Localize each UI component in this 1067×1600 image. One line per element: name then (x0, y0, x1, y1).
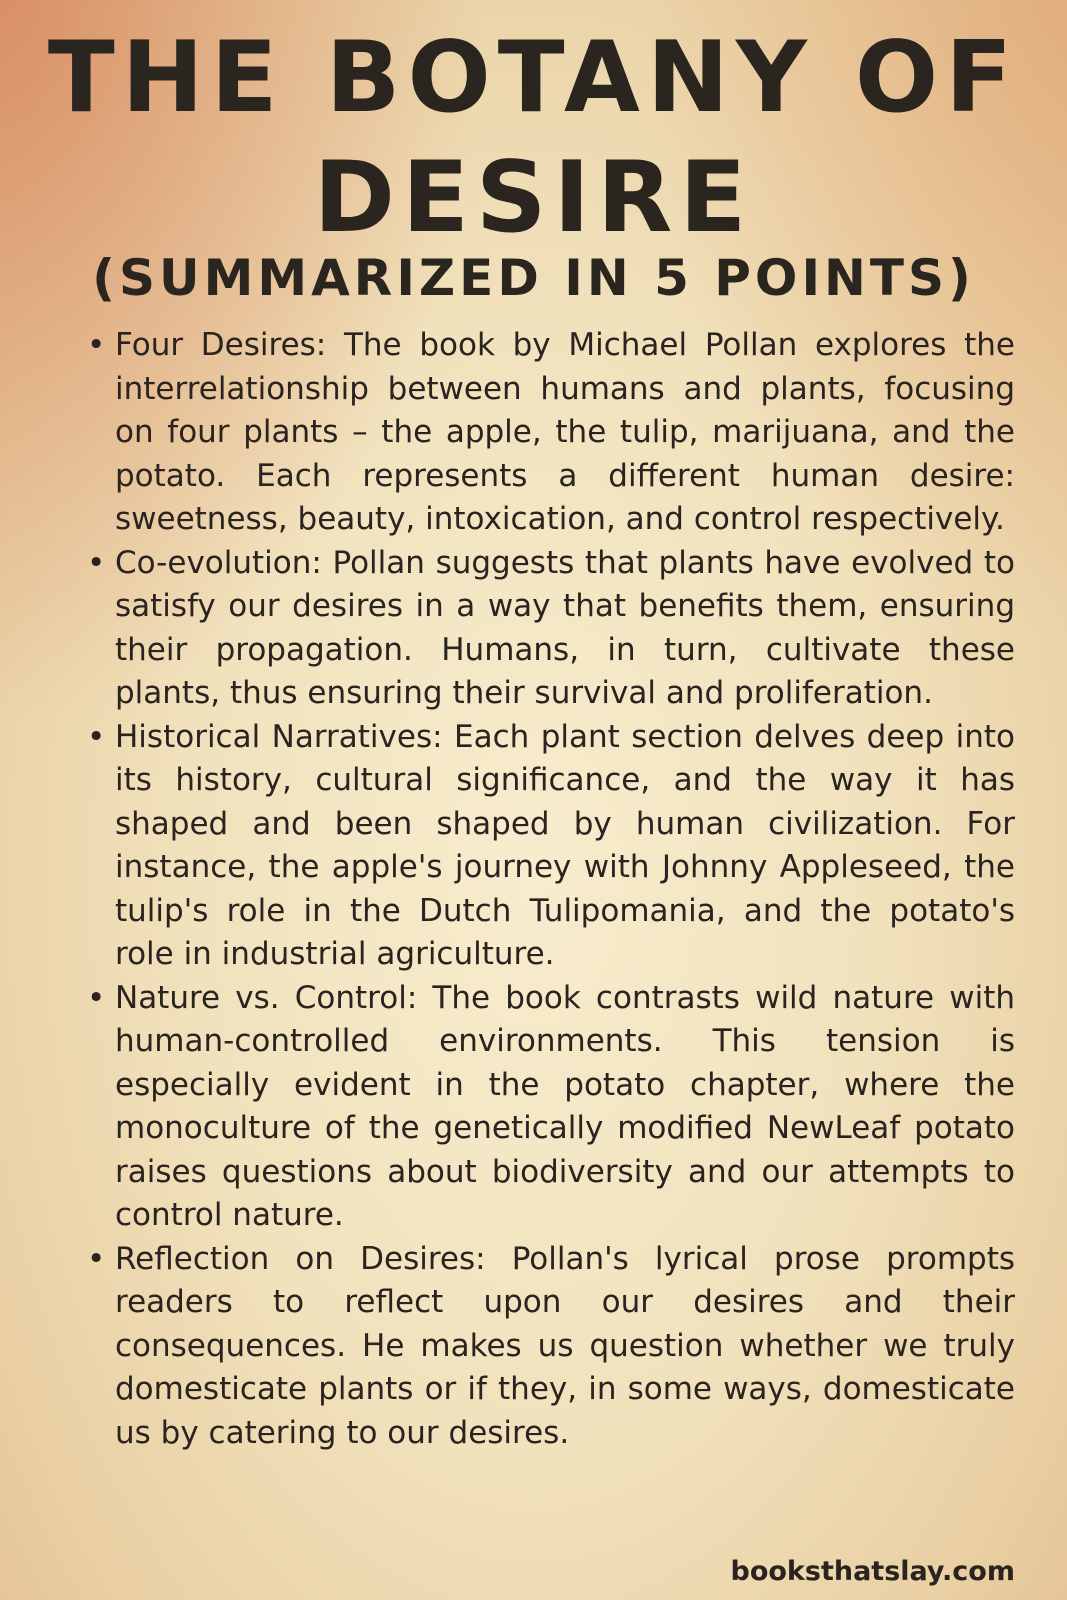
source-url: booksthatslay.com (730, 1556, 1015, 1587)
summary-point-text: Four Desires: The book by Michael Pollan explores the interrelationship between humans and plants, focusing on four plants – the apple, the tulip, marijuana, and the potato. Each represents a different human desire: sweetness, beauty, intoxication, and control respectively. (115, 327, 1015, 537)
summary-point-four-desires (87, 324, 1015, 542)
summary-point-text: Co-evolution: Pollan suggests that plants have evolved to satisfy our desires in a way that benefits them, ensuring their propagation. Humans, in turn, cultivate these plants, thus ensuring their survival and proliferation. (115, 544, 1015, 711)
bullet-icon: • (87, 718, 106, 755)
subtitle: (SUMMARIZED IN 5 POINTS) (92, 249, 975, 307)
title-line-2: DESIRE (313, 141, 754, 255)
bullet-icon: • (87, 544, 106, 581)
summary-point-nature-vs-control (87, 977, 1015, 1238)
summary-point-historical-narratives (87, 716, 1015, 977)
bullet-icon: • (87, 1240, 106, 1277)
summary-points-list (87, 324, 1015, 1455)
summary-point-reflection-on-desires (87, 1238, 1015, 1456)
title-line-1: THE BOTANY OF (47, 21, 1020, 135)
summary-point-text: Reflection on Desires: Pollan's lyrical prose prompts readers to reflect upon our desires and their consequences. He makes us question whether we truly domesticate plants or if they, in some ways, domesticate us by catering to our desires. (115, 1240, 1015, 1451)
summary-point-co-evolution (87, 542, 1015, 716)
summary-point-text: Historical Narratives: Each plant section delves deep into its history, cultural significance, and the way it has shaped and been shaped by human civilization. For instance, the apple's journey with Johnny Appleseed, the tulip's role in the Dutch Tulipomania, and the potato's role in industrial agriculture. (115, 718, 1015, 972)
summary-point-text: Nature vs. Control: The book contrasts wild nature with human-controlled environments. This tension is especially evident in the potato chapter, where the monoculture of the genetically modified NewLeaf potato raises questions about biodiversity and our attempts to control nature. (115, 979, 1015, 1233)
bullet-icon: • (87, 979, 106, 1016)
bullet-icon: • (87, 327, 106, 363)
